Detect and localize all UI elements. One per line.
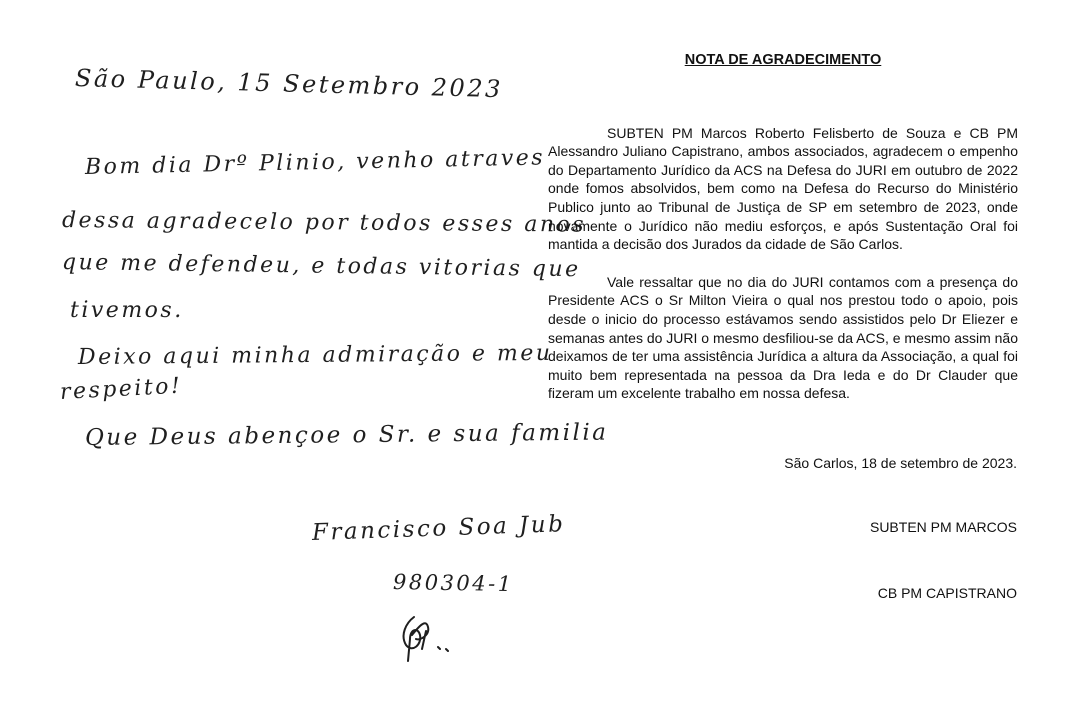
- letter-paragraph: SUBTEN PM Marcos Roberto Felisberto de Souza e CB PM Alessandro Juliano Capistrano, ambos associados, agradecem o empenho do Departamento Jurídico da ACS na Defesa do JURI em outubro de 2022 onde fomos absolvidos, bem como na Defesa do Recurso do Ministério Publico junto ao Tribunal de Justiça de SP em setembro de 2023, onde novamente o Jurídico não mediu esforços, e após Sustentação Oral foi mantida a decisão dos Jurados da cidade de São Carlos.: [548, 124, 1018, 253]
- handwritten-registration-number: 980304-1: [392, 570, 514, 597]
- handwritten-line: dessa agradecelo por todos esses anos: [61, 208, 587, 238]
- handwritten-date: São Paulo, 15 Setembro 2023: [74, 64, 504, 104]
- handwritten-line: tivemos.: [70, 298, 184, 323]
- letter-signatory: SUBTEN PM MARCOS: [869, 519, 1017, 535]
- letter-title: NOTA DE AGRADECIMENTO: [684, 52, 882, 68]
- handwritten-signature-name: Francisco Soa Jub: [311, 511, 566, 546]
- letter-place-date: São Carlos, 18 de setembro de 2023.: [784, 455, 1017, 471]
- signature-scribble-icon: [392, 605, 462, 665]
- handwritten-line: que me defendeu, e todas vitorias que: [61, 250, 581, 283]
- handwritten-line: Que Deus abençoe o Sr. e sua familia: [84, 419, 609, 451]
- letter-paragraph: Vale ressaltar que no dia do JURI contamos com a presença do Presidente ACS o Sr Milton Vieira o qual nos prestou todo o apoio, pois desde o inicio do processo estávamos sendo assistidos pelo Dr Eliezer e semanas antes do JURI o mesmo desfiliou-se da ACS, e mesmo assim não deixamos de ter uma assistência Jurídica a altura da Associação, a qual foi muito bem representada na pessoa da Dra Ieda e do Dr Clauder que fizeram um excelente trabalho em nossa defesa.: [548, 273, 1018, 402]
- handwritten-line: respeito!: [59, 373, 183, 405]
- handwritten-line: Bom dia Drº Plinio, venho atraves: [84, 145, 546, 180]
- handwritten-line: Deixo aqui minha admiração e meu: [77, 340, 553, 370]
- letter-signatory: CB PM CAPISTRANO: [877, 585, 1017, 601]
- typed-letter: [548, 46, 1018, 403]
